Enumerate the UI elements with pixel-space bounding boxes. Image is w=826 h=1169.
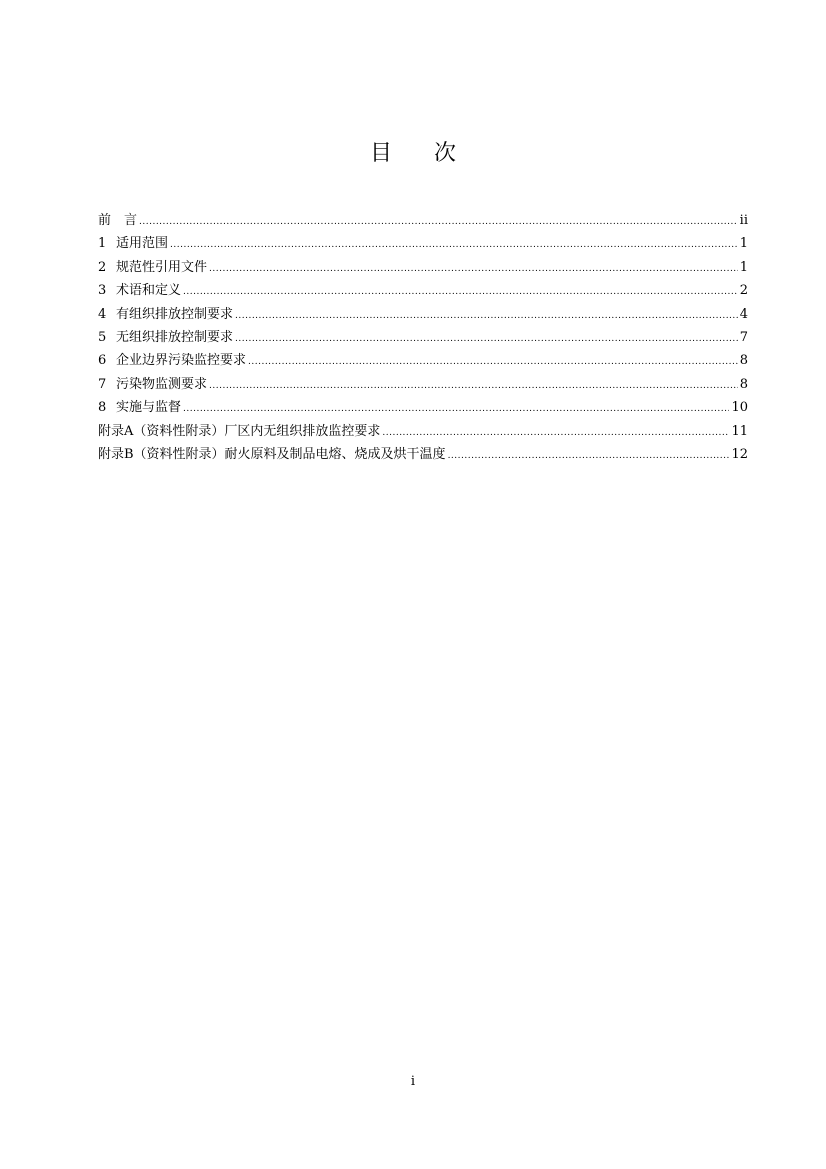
toc-page-number: 1 (739, 259, 748, 275)
toc-page-number: 12 (731, 446, 748, 462)
toc-entry-5[interactable] (98, 326, 748, 349)
toc-entry-label: 附录B（资料性附录）耐火原料及制品电熔、烧成及烘干温度 (98, 446, 446, 462)
toc-page-number: 7 (739, 329, 748, 345)
toc-leader-dots (235, 328, 738, 351)
toc-leader-dots (170, 234, 738, 257)
toc-page-number: 4 (739, 306, 748, 322)
toc-entry-label: 4 有组织排放控制要求 (98, 306, 234, 322)
toc-entry-label: 2 规范性引用文件 (98, 259, 208, 275)
toc-leader-dots (183, 398, 729, 421)
toc-entry-6[interactable] (98, 349, 748, 372)
toc-leader-dots (183, 281, 738, 304)
toc-entry-label: 1 适用范围 (98, 236, 169, 252)
table-of-contents (98, 209, 748, 466)
toc-entry-label: 8 实施与监督 (98, 400, 182, 416)
toc-entry-7[interactable] (98, 373, 748, 396)
toc-entry-4[interactable] (98, 303, 748, 326)
toc-leader-dots (448, 445, 730, 468)
toc-entry-appendix-b[interactable] (98, 443, 748, 466)
toc-entry-label: 3 术语和定义 (98, 283, 182, 299)
page-title: 目次 (369, 141, 498, 166)
toc-page-number: 8 (739, 376, 748, 392)
toc-page-number: 10 (731, 400, 748, 416)
toc-leader-dots (382, 422, 729, 445)
toc-entry-3[interactable] (98, 279, 748, 302)
toc-entry-8[interactable] (98, 396, 748, 419)
toc-leader-dots (139, 211, 738, 234)
toc-entry-label: 前 言 (98, 213, 138, 228)
toc-entry-appendix-a[interactable] (98, 420, 748, 443)
toc-entry-1[interactable] (98, 232, 748, 255)
toc-page-number: 8 (739, 353, 748, 369)
toc-page-number: ii (739, 213, 748, 228)
toc-entry-label: 7 污染物监测要求 (98, 376, 208, 392)
toc-entry-label: 附录A（资料性附录）厂区内无组织排放监控要求 (98, 423, 381, 439)
toc-page-number: 2 (739, 283, 748, 299)
toc-entry-foreword[interactable] (98, 209, 748, 232)
toc-leader-dots (209, 375, 738, 398)
toc-page-number: 1 (739, 236, 748, 252)
toc-entry-label: 6 企业边界污染监控要求 (98, 353, 247, 369)
toc-entry-2[interactable] (98, 256, 748, 279)
toc-page-number: 11 (731, 423, 748, 439)
toc-leader-dots (248, 351, 738, 374)
page-number: i (410, 1074, 416, 1089)
toc-leader-dots (209, 258, 738, 281)
toc-leader-dots (235, 305, 738, 328)
toc-entry-label: 5 无组织排放控制要求 (98, 329, 234, 345)
